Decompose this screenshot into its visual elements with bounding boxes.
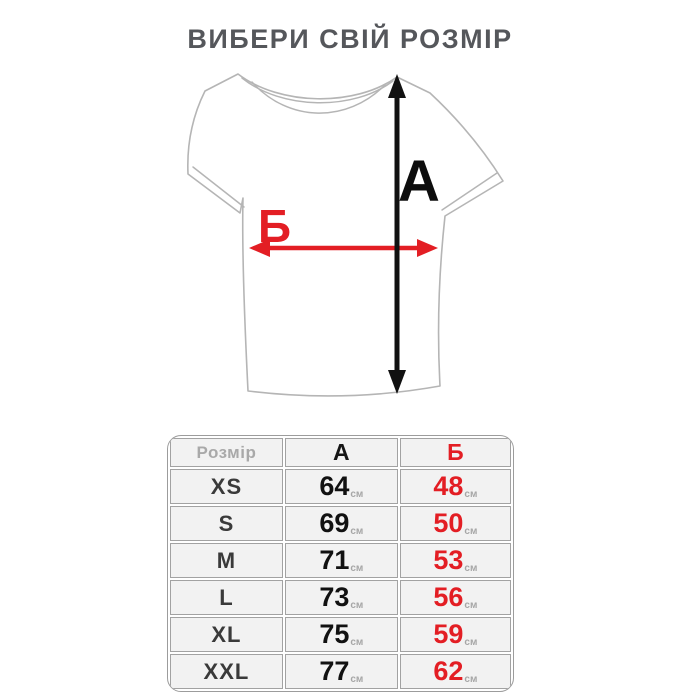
size-table-grid xyxy=(168,436,513,691)
a-value: 73 xyxy=(319,582,350,612)
a-measurement xyxy=(285,506,398,541)
height-dimension-label: А xyxy=(398,149,440,214)
size-value: L xyxy=(170,580,283,615)
tshirt-illustration xyxy=(185,61,510,413)
b-value: 56 xyxy=(433,582,464,612)
unit-label: см xyxy=(464,637,478,648)
b-value: 48 xyxy=(433,471,464,501)
unit-label: см xyxy=(464,489,478,500)
unit-label: см xyxy=(350,600,364,611)
b-measurement xyxy=(400,469,511,504)
a-measurement xyxy=(285,580,398,615)
b-value: 53 xyxy=(433,545,464,575)
table-row xyxy=(170,580,511,615)
header-a: А xyxy=(285,438,398,467)
unit-label: см xyxy=(350,489,364,500)
table-row xyxy=(170,469,511,504)
b-measurement xyxy=(400,654,511,689)
size-value: XS xyxy=(170,469,283,504)
header-size: Розмір xyxy=(170,438,283,467)
b-value: 50 xyxy=(433,508,464,538)
size-value: M xyxy=(170,543,283,578)
unit-label: см xyxy=(464,674,478,685)
b-value: 59 xyxy=(433,619,464,649)
unit-label: см xyxy=(350,674,364,685)
table-row xyxy=(170,654,511,689)
header-b: Б xyxy=(400,438,511,467)
unit-label: см xyxy=(464,600,478,611)
tshirt-outline xyxy=(188,74,503,396)
b-measurement xyxy=(400,543,511,578)
a-value: 64 xyxy=(319,471,350,501)
size-value: XXL xyxy=(170,654,283,689)
size-table xyxy=(167,435,514,692)
a-measurement xyxy=(285,543,398,578)
unit-label: см xyxy=(350,526,364,537)
a-value: 69 xyxy=(319,508,350,538)
table-row xyxy=(170,506,511,541)
tshirt-diagram xyxy=(0,59,700,415)
table-row xyxy=(170,543,511,578)
a-measurement xyxy=(285,617,398,652)
page-title: ВИБЕРИ СВІЙ РОЗМІР xyxy=(187,24,513,54)
b-value: 62 xyxy=(433,656,464,686)
a-value: 77 xyxy=(319,656,350,686)
unit-label: см xyxy=(464,526,478,537)
a-value: 75 xyxy=(319,619,350,649)
unit-label: см xyxy=(464,563,478,574)
size-value: S xyxy=(170,506,283,541)
unit-label: см xyxy=(350,637,364,648)
b-measurement xyxy=(400,506,511,541)
size-guide-page xyxy=(0,24,700,700)
table-row xyxy=(170,617,511,652)
unit-label: см xyxy=(350,563,364,574)
a-measurement xyxy=(285,654,398,689)
width-dimension-label: Б xyxy=(258,200,292,252)
b-measurement xyxy=(400,617,511,652)
size-value: XL xyxy=(170,617,283,652)
a-value: 71 xyxy=(319,545,350,575)
a-measurement xyxy=(285,469,398,504)
b-measurement xyxy=(400,580,511,615)
table-header-row xyxy=(170,438,511,467)
